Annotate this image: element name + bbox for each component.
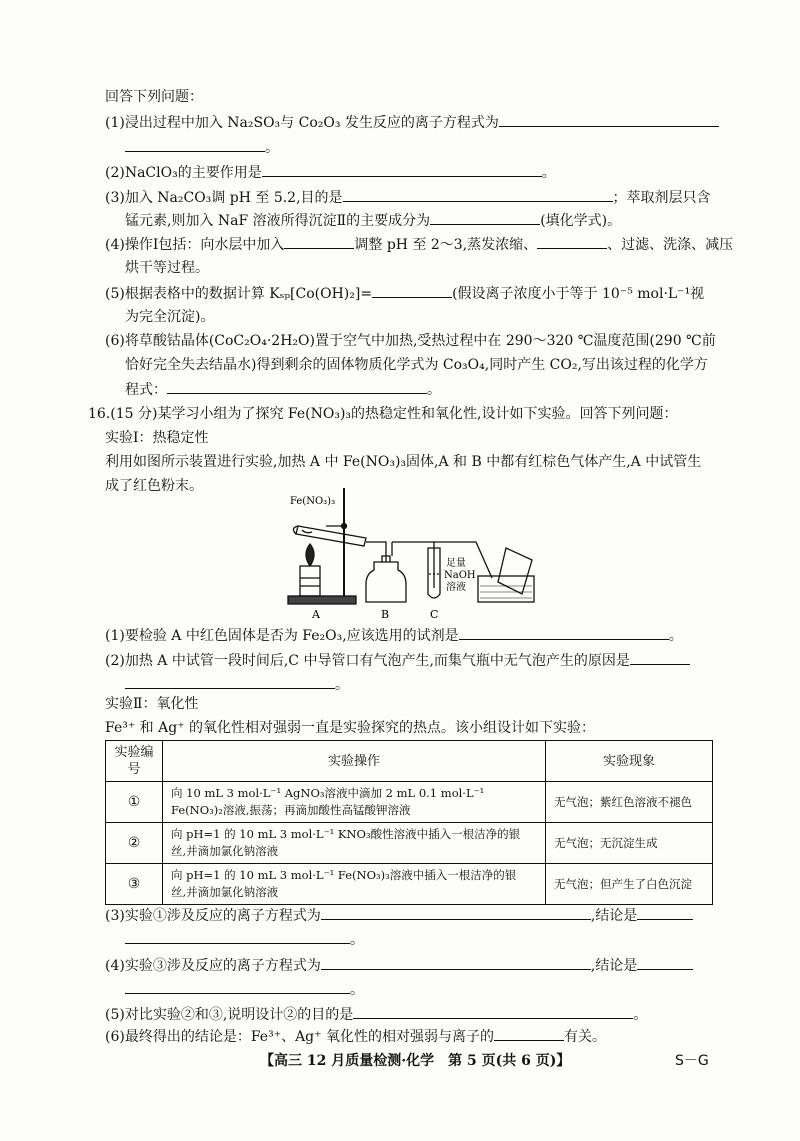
page-footer: 【高三 12 月质量检测·化学 第 5 页(共 6 页)】 [260, 1053, 571, 1069]
answer-blank[interactable] [284, 234, 354, 249]
q16-stem: 16.(15 分)某学习小组为了探究 Fe(NO₃)₃的热稳定性和氧化性,设计如下实验。回答下列问题： [88, 406, 678, 422]
q16-part4-cont: 。 [125, 979, 364, 1000]
table-header-row [106, 741, 713, 782]
q15-part6-cont: 恰好完全失去结晶水)得到剩余的固体物质化学式为 Co₃O₄,同时产生 CO₂,写出该过程的化学方 [125, 357, 708, 373]
q16-part2-cont: 。 [125, 674, 349, 695]
experiment-operation: 向 pH=1 的 10 mL 3 mol·L⁻¹ Fe(NO₃)₃溶液中插入一根洁净的银 丝,并滴加氯化钠溶液 [163, 864, 546, 905]
answer-blank[interactable] [430, 210, 540, 225]
q15-part4-cont: 烘干等过程。 [125, 260, 209, 276]
paper-code: S－G [675, 1053, 709, 1069]
figure-label-a: A [312, 608, 320, 621]
q16-part4: (4)实验③涉及反应的离子方程式为 ,结论是 [105, 955, 693, 976]
answer-blank[interactable] [372, 283, 452, 298]
answer-blank[interactable] [125, 929, 350, 944]
answer-blank[interactable] [125, 137, 265, 152]
exp1-desc-cont: 成了红色粉末。 [105, 478, 203, 494]
exp1-title: 实验Ⅰ：热稳定性 [105, 430, 209, 446]
answer-blank[interactable] [125, 979, 350, 994]
table-header: 实验操作 [163, 741, 546, 782]
experiment-table [105, 740, 713, 905]
q15-part2: (2)NaClO₃的主要作用是 。 [105, 162, 556, 183]
figure-naoh-label: 溶液 [446, 582, 466, 593]
answer-blank[interactable] [125, 674, 335, 689]
answer-blank[interactable] [262, 162, 542, 177]
figure-label-c: C [430, 608, 439, 621]
q16-part5: (5)对比实验②和③,说明设计②的目的是 。 [105, 1004, 647, 1025]
answer-blank[interactable] [343, 187, 613, 202]
experiment-result: 无气泡；无沉淀生成 [546, 823, 713, 864]
q16-part6: (6)最终得出的结论是：Fe³⁺、Ag⁺ 氧化性的相对强弱与离子的 有关。 [105, 1026, 606, 1047]
burner [300, 566, 320, 596]
q15-part5-cont: 为完全沉淀)。 [125, 309, 215, 325]
apparatus-diagram [270, 478, 570, 623]
figure-naoh-label: NaOH [444, 570, 476, 581]
exp2-intro: Fe³⁺ 和 Ag⁺ 的氧化性相对强弱一直是实验探究的热点。该小组设计如下实验： [105, 720, 596, 736]
q15-part3: (3)加入 Na₂CO₃调 pH 至 5.2,目的是 ；萃取剂层只含 [105, 187, 711, 208]
q16-part1: (1)要检验 A 中红色固体是否为 Fe₂O₃,应该选用的试剂是 。 [105, 625, 683, 646]
table-row [106, 823, 713, 864]
q16-part2: (2)加热 A 中试管一段时间后,C 中导管口有气泡产生,而集气瓶中无气泡产生的原因是 [105, 650, 690, 671]
test-tube-a [296, 526, 366, 546]
q15-part1 [105, 112, 719, 133]
exp2-title: 实验Ⅱ：氧化性 [105, 696, 199, 712]
q15-part6-cont2: 程式： 。 [125, 379, 441, 400]
q15-part3-cont: 锰元素,则加入 NaF 溶液所得沉淀Ⅱ的主要成分为 (填化学式)。 [125, 210, 621, 231]
experiment-id: ② [106, 823, 163, 864]
figure-label-b: B [381, 608, 390, 621]
q15-part5: (5)根据表格中的数据计算 Kₛₚ[Co(OH)₂]= (假设离子浓度小于等于 10⁻⁵ mol·L⁻¹视 [105, 283, 704, 304]
exp1-desc: 利用如图所示装置进行实验,加热 A 中 Fe(NO₃)₃固体,A 和 B 中都有红棕色气体产生,A 中试管生 [105, 454, 702, 470]
experiment-result: 无气泡；但产生了白色沉淀 [546, 864, 713, 905]
answer-blank[interactable] [637, 905, 693, 920]
table-header: 实验编号 [106, 741, 163, 782]
figure-naoh-label: 足量 [446, 558, 466, 569]
experiment-result: 无气泡；紫红色溶液不褪色 [546, 782, 713, 823]
table-header: 实验现象 [546, 741, 713, 782]
answer-blank[interactable] [630, 650, 690, 665]
answer-blank[interactable] [637, 955, 693, 970]
experiment-id: ③ [106, 864, 163, 905]
answer-blank[interactable] [321, 955, 591, 970]
experiment-operation: 向 10 mL 3 mol·L⁻¹ AgNO₃溶液中滴加 2 mL 0.1 mol·L⁻¹ Fe(NO₃)₂溶液,振荡；再滴加酸性高锰酸钾溶液 [163, 782, 546, 823]
answer-blank[interactable] [494, 1026, 564, 1041]
q15-part1-cont: 。 [125, 137, 279, 158]
table-row [106, 864, 713, 905]
answer-blank[interactable] [537, 234, 607, 249]
q15-part1-text: (1)浸出过程中加入 Na₂SO₃与 Co₂O₃ 发生反应的离子方程式为 [105, 115, 499, 131]
connector-tube [366, 542, 386, 562]
answer-blank[interactable] [321, 905, 591, 920]
q15-part6: (6)将草酸钴晶体(CoC₂O₄·2H₂O)置于空气中加热,受热过程中在 290～320 ℃温度范围(290 ℃前 [105, 333, 716, 349]
bottle-b [366, 562, 406, 602]
answer-blank[interactable] [167, 379, 427, 394]
answer-blank[interactable] [459, 625, 669, 640]
answer-blank[interactable] [499, 112, 719, 127]
experiment-id: ① [106, 782, 163, 823]
q16-part3-cont: 。 [125, 929, 364, 950]
q16-part3: (3)实验①涉及反应的离子方程式为 ,结论是 [105, 905, 693, 926]
table-row [106, 782, 713, 823]
figure-reagent-label: Fe(NO₃)₃ [290, 496, 336, 507]
experiment-operation: 向 pH=1 的 10 mL 3 mol·L⁻¹ KNO₃酸性溶液中插入一根洁净的银 丝,并滴加氯化钠溶液 [163, 823, 546, 864]
answer-blank[interactable] [353, 1004, 633, 1019]
flame [306, 544, 314, 566]
q15-part4: (4)操作Ⅰ包括：向水层中加入 调整 pH 至 2～3,蒸发浓缩、 、过滤、洗涤、减压 [105, 234, 733, 255]
stand-base [288, 596, 356, 604]
q15-intro: 回答下列问题： [105, 89, 203, 105]
gas-jar [498, 548, 532, 594]
